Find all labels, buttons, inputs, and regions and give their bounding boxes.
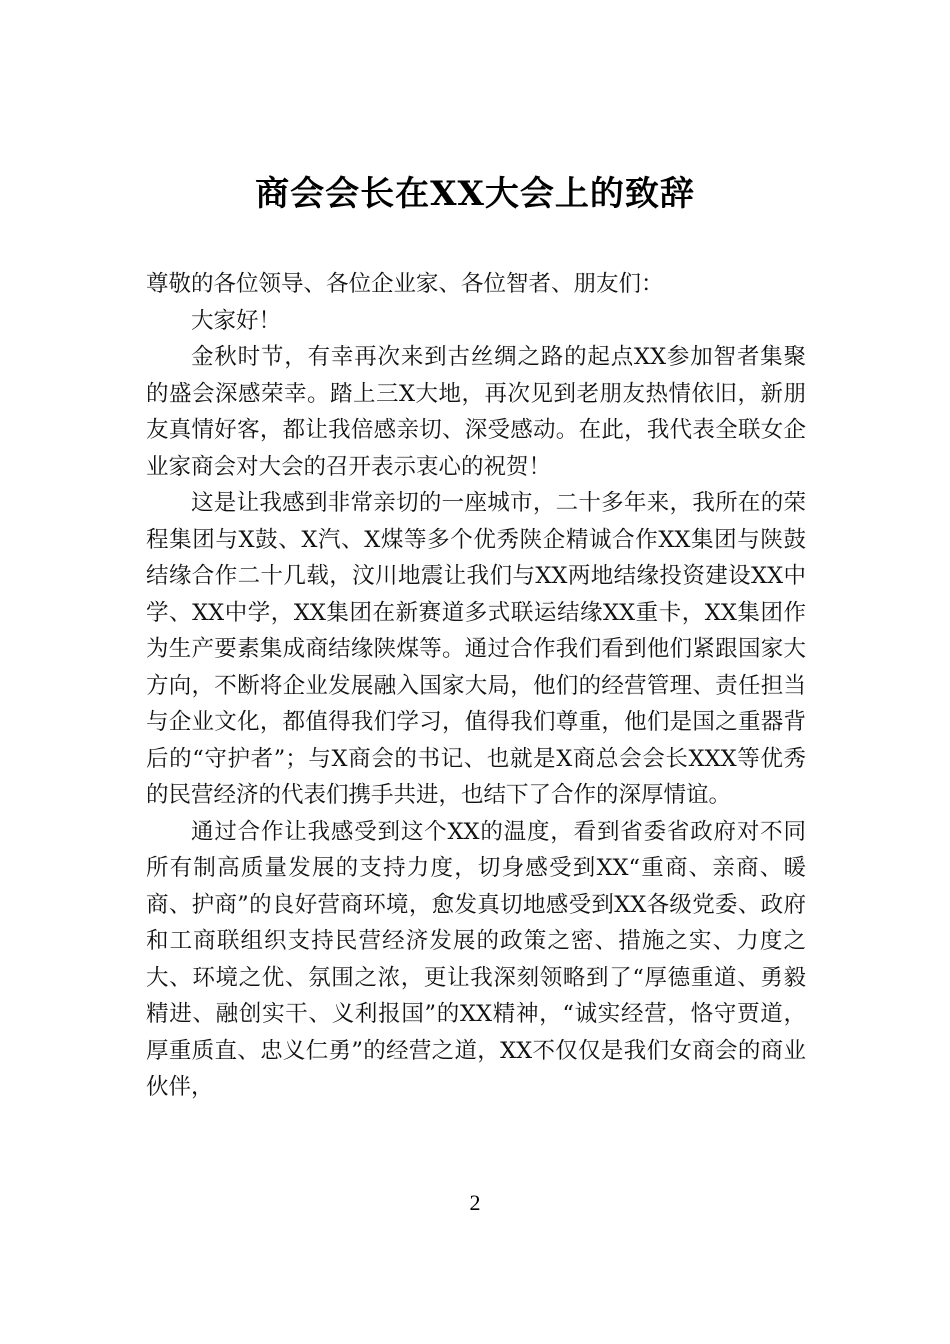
- paragraph-opening: 金秋时节，有幸再次来到古丝绸之路的起点XX参加智者集聚的盛会深感荣幸。踏上三X大地，再次见到老朋友热情依旧，新朋友真情好客，都让我倍感亲切、深受感动。在此，我代表全联女企业家商会对大会的召开表示衷心的祝贺！: [146, 344, 806, 480]
- page-number: 2: [469, 1190, 481, 1215]
- paragraph-greeting: 大家好！: [191, 307, 282, 334]
- paragraph-cooperation: 这是让我感到非常亲切的一座城市，二十多年来，我所在的荣程集团与X鼓、X汽、X煤等多个优秀陕企精诚合作XX集团与陕鼓结缘合作二十几载，汶川地震让我们与XX两地结缘投资建设XX中学、XX中学，XX集团在新赛道多式联运结缘XX重卡，XX集团作为生产要素集成商结缘陕煤等。通过合作我们看到他们紧跟国家大方向，不断将企业发展融入国家大局，他们的经营管理、责任担当与企业文化，都值得我们学习，值得我们尊重，他们是国之重器背后的“守护者”；与X商会的书记、也就是X商总会会长XXX等优秀的民营经济的代表们携手共进，也结下了合作的深厚情谊。: [146, 490, 806, 808]
- salutation: 尊敬的各位领导、各位企业家、各位智者、朋友们：: [146, 271, 664, 297]
- document-body: [146, 266, 806, 1106]
- paragraph-business-environment: 通过合作让我感受到这个XX的温度，看到省委省政府对不同所有制高质量发展的支持力度，切身感受到XX“重商、亲商、暖商、护商”的良好营商环境，愈发真切地感受到XX各级党委、政府和工商联组织支持民营经济发展的政策之密、措施之实、力度之大、环境之优、氛围之浓，更让我深刻领略到了“厚德重道、勇毅精进、融创实干、义利报国”的XX精神，“诚实经营，恪守贾道，厚重质直、忠义仁勇”的经营之道，XX不仅仅是我们女商会的商业伙伴，: [146, 818, 806, 1100]
- document-title: 商会会长在XX大会上的致辞: [255, 174, 695, 214]
